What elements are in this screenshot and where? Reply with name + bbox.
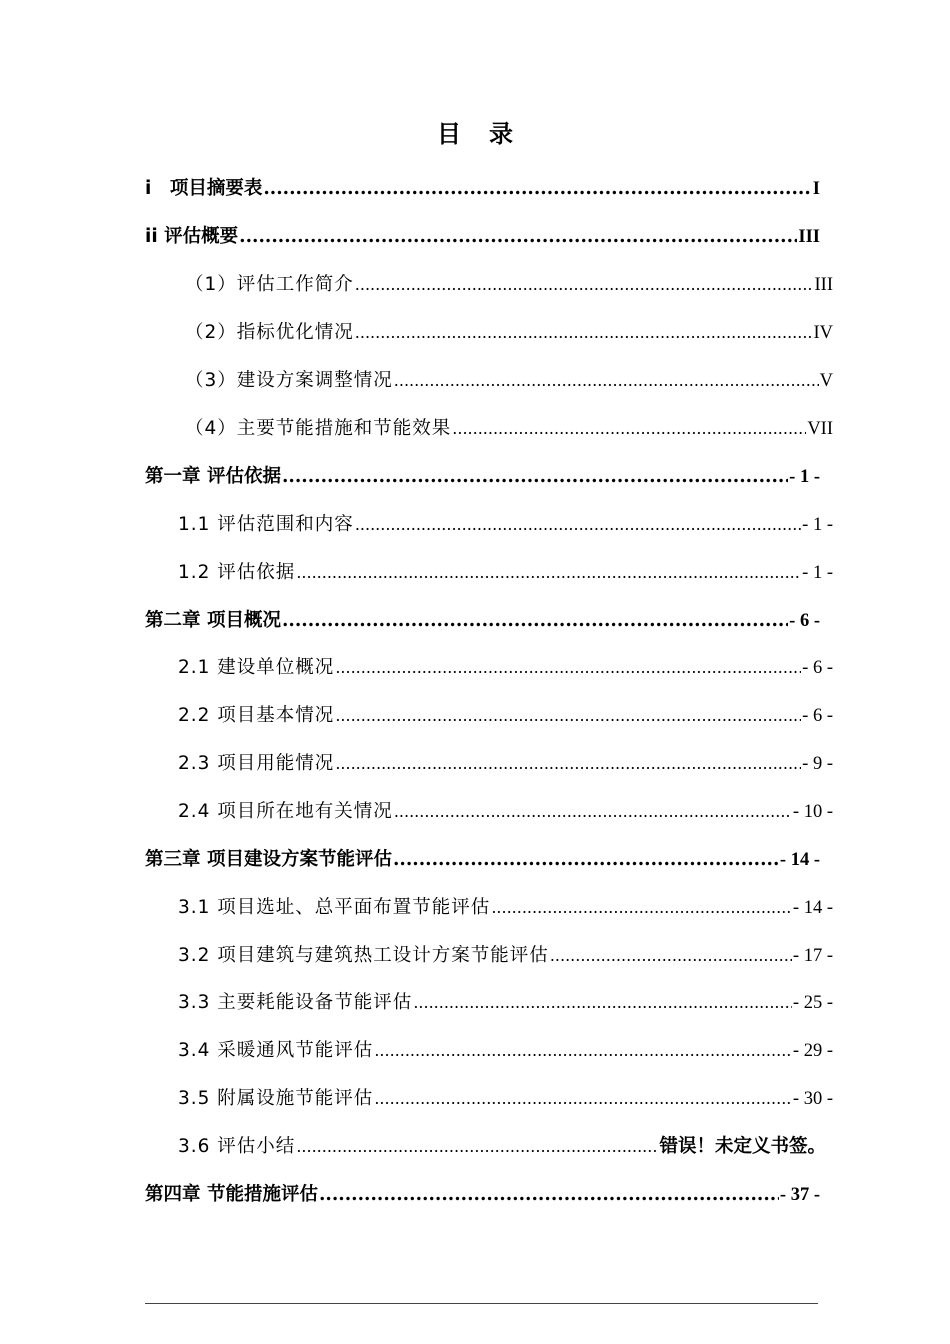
toc-entry-bookmark-error: 错误！未定义书签。 — [659, 1136, 826, 1157]
toc-entry-3-4[interactable] — [178, 1036, 833, 1066]
toc-leader-dots — [355, 318, 813, 348]
toc-entry-3-3[interactable] — [178, 988, 833, 1018]
toc-leader-dots — [374, 1036, 792, 1066]
toc-entry-page: IV — [813, 323, 833, 343]
toc-entry-chapter-2[interactable] — [145, 606, 820, 636]
toc-entry-summary-table[interactable] — [145, 174, 820, 204]
toc-entry-2-3[interactable] — [178, 749, 833, 779]
toc-entry-page: - 9 - — [802, 754, 833, 774]
toc-entry-label: 2.1 建设单位概况 — [178, 657, 335, 678]
toc-entry-3-1[interactable] — [178, 893, 833, 923]
toc-entry-1-2[interactable] — [178, 558, 833, 588]
toc-entry-work-intro[interactable] — [185, 270, 833, 300]
toc-entry-page: - 17 - — [792, 946, 833, 966]
toc-leader-dots — [550, 941, 792, 971]
toc-leader-dots — [319, 1180, 779, 1210]
toc-entry-3-6[interactable] — [178, 1132, 826, 1162]
toc-entry-page: III — [798, 227, 820, 247]
toc-leader-dots — [282, 606, 788, 636]
toc-entry-page: - 25 - — [792, 993, 833, 1013]
toc-entry-overview[interactable] — [145, 222, 820, 252]
toc-entry-label: 3.5 附属设施节能评估 — [178, 1088, 374, 1109]
toc-entry-label: 第一章 评估依据 — [145, 466, 281, 487]
toc-entry-page: - 6 - — [802, 706, 833, 726]
toc-entry-1-1[interactable] — [178, 510, 833, 540]
toc-entry-page: - 14 - — [779, 850, 820, 870]
toc-entry-chapter-1[interactable] — [145, 462, 820, 492]
toc-leader-dots — [374, 1084, 792, 1114]
toc-entry-2-4[interactable] — [178, 797, 833, 827]
toc-leader-dots — [394, 797, 792, 827]
toc-entry-label: （3）建设方案调整情况 — [185, 370, 393, 391]
toc-leader-dots — [296, 558, 801, 588]
toc-entry-label: 1.1 评估范围和内容 — [178, 514, 354, 535]
toc-leader-dots — [239, 222, 797, 252]
toc-entry-energy-measures[interactable] — [185, 414, 833, 444]
toc-entry-2-2[interactable] — [178, 701, 833, 731]
toc-title: 目录 — [437, 120, 541, 148]
toc-entry-page: - 1 - — [789, 467, 820, 487]
toc-leader-dots — [335, 749, 801, 779]
toc-leader-dots — [355, 270, 814, 300]
toc-entry-label: 1.2 评估依据 — [178, 562, 296, 583]
toc-entry-label: （4）主要节能措施和节能效果 — [185, 418, 452, 439]
toc-leader-dots — [452, 414, 806, 444]
toc-entry-label: 2.2 项目基本情况 — [178, 705, 335, 726]
toc-leader-dots — [393, 845, 779, 875]
toc-entry-chapter-3[interactable] — [145, 845, 820, 875]
toc-entry-page: VII — [807, 419, 833, 439]
toc-entry-page: - 1 - — [802, 515, 833, 535]
toc-entry-2-1[interactable] — [178, 653, 833, 683]
toc-entry-3-2[interactable] — [178, 941, 833, 971]
footer-rule — [145, 1303, 818, 1304]
toc-entry-plan-adjustment[interactable] — [185, 366, 833, 396]
toc-leader-dots — [335, 653, 801, 683]
toc-entry-label: i 项目摘要表 — [145, 178, 263, 199]
toc-entry-label: 3.4 采暖通风节能评估 — [178, 1040, 374, 1061]
toc-entry-chapter-4[interactable] — [145, 1180, 820, 1210]
toc-leader-dots — [491, 893, 792, 923]
toc-entry-label: 第四章 节能措施评估 — [145, 1184, 318, 1205]
toc-entry-label: 第二章 项目概况 — [145, 610, 281, 631]
toc-entry-indicator-optimization[interactable] — [185, 318, 833, 348]
toc-entry-page: - 14 - — [792, 898, 833, 918]
toc-entry-label: 2.4 项目所在地有关情况 — [178, 801, 393, 822]
toc-entry-label: （1）评估工作简介 — [185, 274, 354, 295]
toc-entry-label: ii 评估概要 — [145, 226, 239, 247]
toc-entry-label: 2.3 项目用能情况 — [178, 753, 335, 774]
toc-leader-dots — [296, 1132, 658, 1162]
toc-leader-dots — [413, 988, 792, 1018]
toc-entry-label: （2）指标优化情况 — [185, 322, 354, 343]
toc-leader-dots — [263, 174, 811, 204]
toc-entry-page: - 29 - — [792, 1041, 833, 1061]
toc-entry-page: III — [814, 275, 833, 295]
toc-entry-page: - 10 - — [792, 802, 833, 822]
toc-entry-page: - 6 - — [802, 658, 833, 678]
toc-leader-dots — [355, 510, 801, 540]
toc-entry-label: 第三章 项目建设方案节能评估 — [145, 849, 392, 870]
toc-entry-page: - 37 - — [779, 1185, 820, 1205]
toc-entry-page: - 1 - — [802, 563, 833, 583]
toc-entry-label: 3.1 项目选址、总平面布置节能评估 — [178, 897, 491, 918]
toc-entry-label: 3.2 项目建筑与建筑热工设计方案节能评估 — [178, 945, 549, 966]
toc-entry-label: 3.6 评估小结 — [178, 1136, 296, 1157]
toc-leader-dots — [282, 462, 788, 492]
toc-entry-page: - 30 - — [792, 1089, 833, 1109]
toc-leader-dots — [394, 366, 819, 396]
toc-leader-dots — [335, 701, 801, 731]
toc-entry-page: I — [812, 179, 820, 199]
toc-entry-3-5[interactable] — [178, 1084, 833, 1114]
toc-entry-label: 3.3 主要耗能设备节能评估 — [178, 992, 413, 1013]
toc-entry-page: - 6 - — [789, 611, 820, 631]
toc-entry-page: V — [819, 371, 833, 391]
